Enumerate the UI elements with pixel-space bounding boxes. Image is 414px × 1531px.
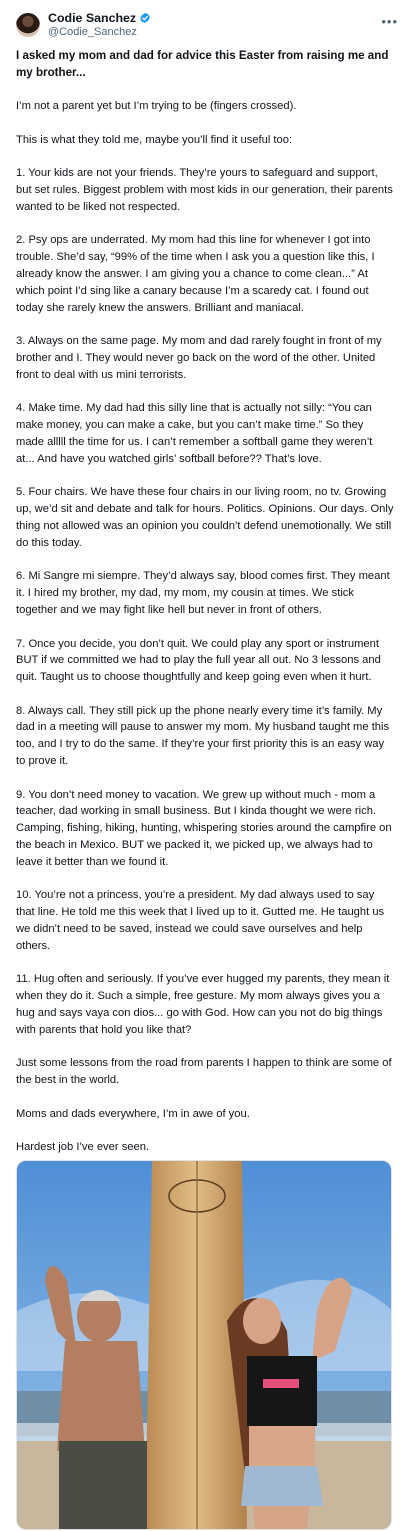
paragraph: 7. Once you decide, you don’t quit. We could play any sport or instrument BUT if we committed we had to play the full year all out. No 3 lessons and quit. Taught us to choose thoughtfully and keep going even when it hurt. <box>16 637 381 684</box>
paragraph: 3. Always on the same page. My mom and dad rarely fought in front of my brother and I. They would never go back on the word of the other. United front to deal with us mini terrorists. <box>16 335 382 381</box>
paragraph: 10. You’re not a princess, you’re a president. My dad always used to say that line. He told me this week that I lived up to it. Gutted me. He taught us we didn’t need to be saved, instead we could save ourselves and help others. <box>16 889 385 952</box>
paragraph: Moms and dads everywhere, I’m in awe of you. <box>16 1107 250 1120</box>
author-names <box>48 12 151 39</box>
avatar[interactable] <box>16 13 40 37</box>
more-options-icon[interactable]: ••• <box>381 14 398 29</box>
paragraph: 6. Mi Sangre mi siempre. They’d always say, blood comes first. They meant it. I hired my brother, my dad, my mom, my cousin at times. We stick together and we may fight like hell but never in front of others. <box>16 570 390 616</box>
paragraph: 4. Make time. My dad had this silly line that is actually not silly: “You can make money, you can make a cake, but you can’t make time.” So they made alllll the time for us. I can’t remember a softball game they weren’t at... And have you watched girls’ softball before?? That’s love. <box>16 402 373 465</box>
paragraph: This is what they told me, maybe you’ll find it useful too: <box>16 133 293 146</box>
paragraph: Just some lessons from the road from parents I happen to think are some of the best in the world. <box>16 1057 392 1087</box>
paragraph: Hardest job I’ve ever seen. <box>16 1141 150 1154</box>
post-photo[interactable] <box>16 1160 392 1530</box>
paragraph: 5. Four chairs. We have these four chairs in our living room, no tv. Growing up, we’d sit and debate and talk for hours. Politics. Opinions. Our days. Only thing not allowed was an opinion you couldn’t defend unemotionally. We still do this today. <box>16 486 394 549</box>
display-name[interactable]: Codie Sanchez <box>48 10 137 25</box>
post-header <box>16 10 402 40</box>
paragraph: 8. Always call. They still pick up the phone nearly every time it’s family. My dad in a meeting will pause to answer my mom. My husband taught me this too, and I try to do the same. If they’re your first priority this is an easy way to prove it. <box>16 704 390 768</box>
beach-photo-illustration <box>17 1161 392 1530</box>
paragraph: 11. Hug often and seriously. If you’ve ever hugged my parents, they mean it when they do it. Such a simple, free gesture. My mom always gives you a hug and says vaya con dios... go with God. How can you not do big things with parents that hold you like that? <box>16 973 390 1036</box>
post-title: I asked my mom and dad for advice this Easter from raising me and my brother... <box>16 49 389 79</box>
verified-badge-icon <box>139 12 151 24</box>
post-body <box>16 47 394 1207</box>
paragraph: I’m not a parent yet but I’m trying to be (fingers crossed). <box>16 100 297 112</box>
paragraph: 2. Psy ops are underrated. My mom had this line for whenever I got into trouble. She’d say, “99% of the time when I ask you a question like this, I already know the answer. I am giving you a chance to come clean...” At which point I’d sing like a canary because I’m a scaredy cat. I found out today she rarely knew the answers. Brilliant and maniacal. <box>16 234 375 314</box>
name-row <box>48 12 151 25</box>
paragraph: 9. You don’t need money to vacation. We grew up without much - mom a teacher, dad working in small business. But I kinda thought we were rich. Camping, fishing, hiking, hunting, whispering stories around the campfire on the beach in Mexico. BUT we packed it, we picked up, we always had to leave it better than we found it. <box>16 788 392 868</box>
paragraph: 1. Your kids are not your friends. They’re yours to safeguard and support, but set rules. Biggest problem with most kids in our generation, their parents wanted to be liked not respected. <box>16 167 393 213</box>
author-handle[interactable]: @Codie_Sanchez <box>48 25 137 38</box>
